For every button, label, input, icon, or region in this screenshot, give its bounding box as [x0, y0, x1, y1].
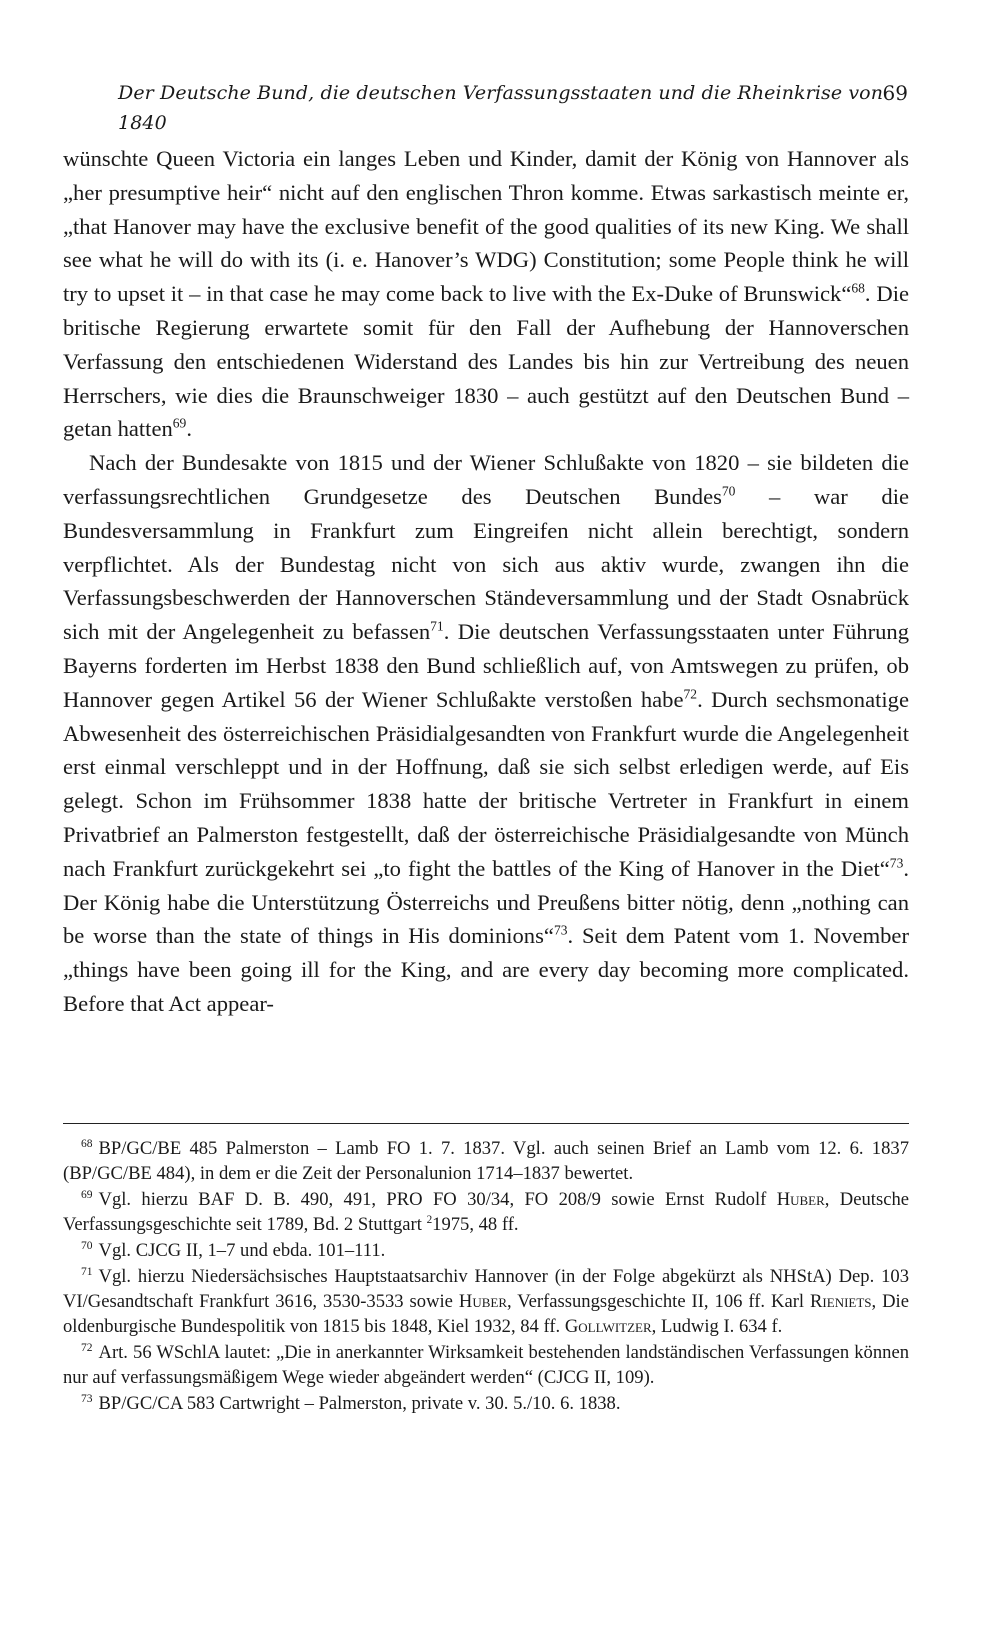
- footnote-number: 71: [81, 1265, 93, 1278]
- text-run: wünschte Queen Victoria ein langes Leben und Kinder, damit der König von Hannover als „her presumptive heir“ nicht auf den englischen Thron komme. Etwas sarkastisch meinte er, „that Hanover may have the exclusive benefit of the good qualities of its new King. We shall see what he will do with its (i. e. Hanover’s WDG) Constitution; some People think he will try to upset it – in that case he may come back to live with the Ex-Duke of Brunswick“: [63, 146, 909, 307]
- author-name: Huber: [776, 1189, 825, 1210]
- text-run: . Durch sechsmonatige Abwesenheit des österreichischen Präsidialgesandten von Frankfurt wurde die Angelegenheit erst einmal verschleppt und in der Hoffnung, daß sie sich selbst erledigen werde, auf Eis gelegt. Schon im Frühsommer 1838 hatte der britische Vertreter in Frankfurt in einem Privatbrief an Palmerston festgestellt, daß der österreichische Präsidialgesandte von Münch nach Frankfurt zurückgekehrt sei „to fight the battles of the King of Hanover in the Diet“: [63, 686, 909, 881]
- page-number: 69: [882, 81, 908, 105]
- footnote-ref-68: 68: [851, 280, 865, 296]
- text-run: . Die deutschen Verfassungsstaaten unter Führung Bayerns forderten im Herbst 1838 den Bund schließlich auf, von Amtswegen zu prüfen, ob Hannover gegen Artikel 56 der Wiener Schlußakte verstoßen habe: [63, 619, 909, 712]
- footnote-71: [63, 1264, 909, 1339]
- text-run: . Die britische Regierung erwartete somit für den Fall der Aufhebung der Hannoverschen Verfassung den entschiedenen Widerstand des Landes bis hin zur Vertreibung des neuen Herrschers, wie dies die Braunschweiger 1830 – auch gestützt auf den Deutschen Bund – getan hatten: [63, 281, 909, 442]
- text-run: Nach der Bundesakte von 1815 und der Wiener Schlußakte von 1820 – sie bildeten die verfassungsrechtlichen Grundgesetze des Deutschen Bundes: [63, 450, 909, 509]
- footnote-text: Vgl. CJCG II, 1–7 und ebda. 101–111.: [98, 1240, 386, 1261]
- footnote-text: Vgl. hierzu BAF D. B. 490, 491, PRO FO 30/34, FO 208/9 sowie Ernst Rudolf: [98, 1189, 777, 1210]
- paragraph-1: [63, 142, 909, 446]
- edition-superscript: 2: [426, 1213, 433, 1226]
- footnote-divider: [63, 1123, 909, 1124]
- main-text: [63, 142, 909, 1021]
- running-title: Der Deutsche Bund, die deutschen Verfassungsstaaten und die Rheinkrise von 1840: [118, 82, 884, 134]
- footnote-text: , Deutsche Verfassungsgeschichte seit 1789, Bd. 2 Stuttgart: [63, 1189, 909, 1235]
- paragraph-2: [63, 446, 909, 1021]
- footnote-number: 72: [81, 1341, 93, 1354]
- text-run: – war die Bundesversammlung in Frankfurt zum Eingreifen nicht allein berechtigt, sondern verpflichtet. Als der Bundestag nicht von sich aus aktiv wurde, zwangen ihn die Verfassungsbeschwerden der Hannoverschen Ständeversammlung und der Stadt Osnabrück sich mit der Angelegenheit zu befassen: [63, 483, 909, 645]
- footnote-text: , Ludwig I. 634 f.: [651, 1316, 783, 1337]
- footnote-ref-73: 73: [553, 922, 568, 938]
- footnote-text: 1975, 48 ff.: [432, 1214, 519, 1235]
- footnote-ref-73: 73: [889, 855, 904, 871]
- footnote-text: BP/GC/BE 485 Palmerston – Lamb FO 1. 7. 1837. Vgl. auch seinen Brief an Lamb vom 12. 6. 1837 (BP/GC/BE 484), in dem er die Zeit der Personalunion 1714–1837 bewertet.: [63, 1138, 909, 1184]
- footnote-ref-72: 72: [683, 686, 698, 702]
- author-name: Gollwitzer: [564, 1316, 652, 1337]
- footnote-ref-70: 70: [721, 483, 736, 499]
- text-run: . Seit dem Patent vom 1. November „things have been going ill for the King, and are every day becoming more complicated. Before that Act appear-: [63, 923, 909, 1016]
- footnote-68: [63, 1136, 909, 1186]
- footnote-text: BP/GC/CA 583 Cartwright – Palmerston, private v. 30. 5./10. 6. 1838.: [98, 1393, 621, 1414]
- footnote-text: Art. 56 WSchlA lautet: „Die in anerkannter Wirksamkeit bestehenden landständischen Verfassungen können nur auf verfassungsmäßigem Wege wieder abgeändert werden“ (CJCG II, 109).: [63, 1342, 909, 1388]
- author-name: Huber: [458, 1291, 507, 1312]
- text-run: .: [186, 416, 192, 442]
- footnote-number: 70: [81, 1239, 93, 1252]
- text-run: . Der König habe die Unterstützung Österreichs und Preußens bitter nötig, denn „nothing can be worse than the state of things in His dominions“: [63, 855, 909, 949]
- footnote-text: , Die oldenburgische Bundespolitik von 1815 bis 1848, Kiel 1932, 84 ff.: [63, 1291, 909, 1337]
- footnote-73: [63, 1391, 909, 1416]
- running-header: [118, 78, 908, 134]
- footnote-number: 68: [81, 1137, 93, 1150]
- footnotes: [63, 1136, 909, 1417]
- footnote-ref-69: 69: [172, 415, 187, 431]
- footnote-72: [63, 1340, 909, 1390]
- footnote-ref-71: 71: [430, 618, 444, 634]
- footnote-69: [63, 1187, 909, 1237]
- footnote-text: Vgl. hierzu Niedersächsisches Hauptstaatsarchiv Hannover (in der Folge abgekürzt als NHStA) Dep. 103 VI/Gesandtschaft Frankfurt 3616, 3530-3533 sowie: [63, 1266, 909, 1312]
- author-name: Rieniets: [810, 1291, 872, 1312]
- footnote-70: [63, 1238, 909, 1263]
- footnote-text: , Verfassungsgeschichte II, 106 ff. Karl: [507, 1291, 811, 1312]
- footnote-number: 73: [81, 1392, 93, 1405]
- footnote-number: 69: [81, 1188, 93, 1201]
